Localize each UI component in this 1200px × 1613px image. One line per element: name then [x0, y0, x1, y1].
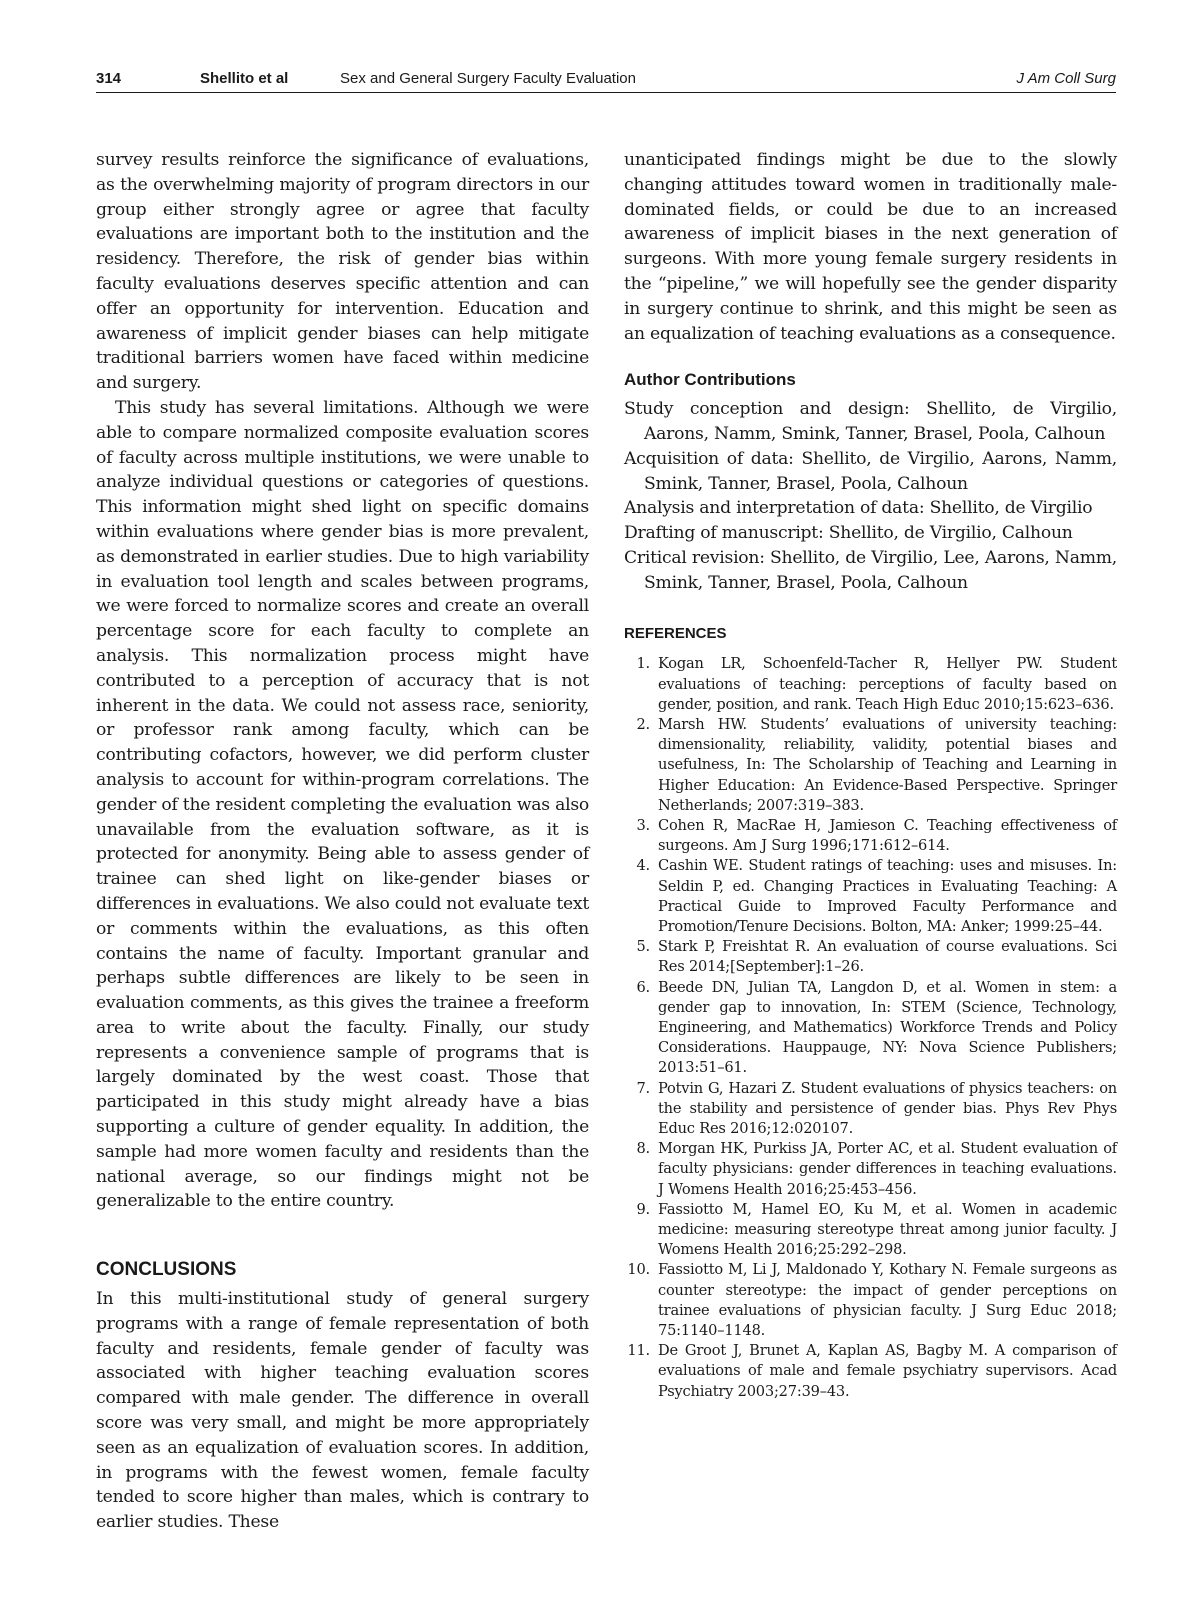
running-header [96, 66, 1116, 93]
reference-number: 5. [636, 938, 650, 956]
journal-name: J Am Coll Surg [1016, 70, 1116, 87]
discussion-paragraph: survey results reinforce the significance of evaluations, as the overwhelming majority of program directors in our group either strongly agree or agree that faculty evaluations are important both to the institution and the residency. Therefore, the risk of gender bias within faculty evaluations deserves specific attention and can offer an opportunity for intervention. Education and awareness of implicit gender biases can help mitigate traditional barriers women have faced within medicine and surgery. [96, 150, 589, 394]
reference-number: 11. [627, 1342, 650, 1360]
contribution-item: Acquisition of data: Shellito, de Virgilio, Aarons, Namm, Smink, Tanner, Brasel, Poola, Calhoun [624, 448, 1117, 494]
reference-item [624, 715, 1117, 816]
right-column [624, 148, 1117, 1402]
reference-item [624, 1079, 1117, 1140]
reference-number: 10. [627, 1261, 650, 1279]
reference-number: 2. [636, 715, 650, 733]
reference-text: Cashin WE. Student ratings of teaching: uses and misuses. In: Seldin P, ed. Changing Practices in Evaluating Teaching: A Practical Guide to Improved Faculty Performance and Promotion/Tenure Decisions. Bolton, MA: Anker; 1999:25–44. [658, 857, 1117, 935]
author-contributions-heading: Author Contributions [624, 370, 796, 390]
reference-item [624, 856, 1117, 937]
running-title: Sex and General Surgery Faculty Evaluation [340, 70, 636, 87]
reference-number: 8. [636, 1140, 650, 1158]
contribution-item: Critical revision: Shellito, de Virgilio, Lee, Aarons, Namm, Smink, Tanner, Brasel, Poola, Calhoun [624, 547, 1117, 593]
reference-item [624, 978, 1117, 1079]
contribution-item: Drafting of manuscript: Shellito, de Virgilio, Calhoun [624, 523, 1073, 544]
running-authors: Shellito et al [200, 70, 289, 87]
reference-number: 7. [636, 1079, 650, 1097]
conclusions-continuation: unanticipated findings might be due to the slowly changing attitudes toward women in traditionally male-dominated fields, or could be due to an increased awareness of implicit biases in the next generation of surgeons. With more young female surgery residents in the “pipeline,” we will hopefully see the gender disparity in surgery continue to shrink, and this might be seen as an equalization of teaching evaluations as a consequence. [624, 150, 1117, 344]
contribution-item: Analysis and interpretation of data: Shellito, de Virgilio [624, 498, 1093, 519]
reference-item [624, 816, 1117, 856]
limitations-paragraph: This study has several limitations. Although we were able to compare normalized composite evaluation scores of faculty across multiple institutions, we were unable to analyze individual questions or categories of questions. This information might shed light on specific domains within evaluations where gender bias is more prevalent, as demonstrated in earlier studies. Due to high variability in evaluation tool length and scales between programs, we were forced to normalize scores and create an overall percentage score for each faculty to complete an analysis. This normalization process might have contributed to a perception of accuracy that is not inherent in the data. We could not assess race, seniority, or professor rank among faculty, which can be contributing cofactors, however, we did perform cluster analysis to account for within-program correlations. The gender of the resident completing the evaluation was also unavailable from the evaluation software, as it is protected for anonymity. Being able to assess gender of trainee can shed light on like-gender biases or differences in evaluations. We also could not evaluate text or comments within the evaluations, as this often contains the name of faculty. Important granular and perhaps subtle differences are likely to be seen in evaluation comments, as this gives the trainee a freeform area to write about the faculty. Finally, our study represents a convenience sample of programs that is largely dominated by the west coast. Those that participated in this study might already have a bias supporting a culture of gender equality. In addition, the sample had more women faculty and residents than the national average, so our findings might not be generalizable to the entire country. [96, 397, 589, 1212]
conclusions-paragraph: In this multi-institutional study of general surgery programs with a range of female representation of both faculty and residents, female gender of faculty was associated with higher teaching evaluation scores compared with male gender. The difference in overall score was very small, and might be more appropriately seen as an equalization of evaluation scores. In addition, in programs with the fewest women, female faculty tended to score higher than males, which is contrary to earlier studies. These [96, 1289, 589, 1533]
conclusions-heading: CONCLUSIONS [96, 1259, 237, 1281]
reference-text: Fassiotto M, Hamel EO, Ku M, et al. Women in academic medicine: measuring stereotype threat among junior faculty. J Womens Health 2016;25:292–298. [658, 1200, 1117, 1259]
reference-item [624, 654, 1117, 715]
reference-number: 3. [636, 816, 650, 834]
reference-number: 6. [636, 978, 650, 996]
author-contributions-list [624, 397, 1117, 595]
reference-item [624, 1260, 1117, 1341]
reference-number: 4. [636, 857, 650, 875]
reference-text: Stark P, Freishtat R. An evaluation of course evaluations. Sci Res 2014;[September]:1–26. [658, 938, 1117, 976]
reference-number: 9. [636, 1200, 650, 1218]
reference-number: 1. [636, 655, 650, 673]
references-heading: REFERENCES [624, 624, 727, 642]
reference-item [624, 937, 1117, 977]
reference-text: Cohen R, MacRae H, Jamieson C. Teaching effectiveness of surgeons. Am J Surg 1996;171:612–614. [658, 816, 1117, 855]
reference-text: De Groot J, Brunet A, Kaplan AS, Bagby M. A comparison of evaluations of male and female psychiatry supervisors. Acad Psychiatry 2003;27:39–43. [658, 1342, 1117, 1400]
contribution-item: Study conception and design: Shellito, de Virgilio, Aarons, Namm, Smink, Tanner, Brasel, Poola, Calhoun [624, 399, 1117, 444]
reference-text: Beede DN, Julian TA, Langdon D, et al. Women in stem: a gender gap to innovation, In: STEM (Science, Technology, Engineering, and Mathematics) Workforce Trends and Policy Considerations. Hauppauge, NY: Nova Science Publishers; 2013:51–61. [658, 978, 1117, 1077]
left-column [96, 148, 589, 1535]
reference-item [624, 1341, 1117, 1402]
references-list [624, 654, 1117, 1402]
reference-text: Kogan LR, Schoenfeld-Tacher R, Hellyer PW. Student evaluations of teaching: perceptions of faculty based on gender, position, and rank. Teach High Educ 2010;15:623–636. [658, 655, 1117, 713]
reference-item [624, 1139, 1117, 1200]
page-number: 314 [96, 70, 122, 87]
reference-item [624, 1200, 1117, 1261]
reference-text: Marsh HW. Students’ evaluations of university teaching: dimensionality, reliability, validity, potential biases and usefulness, In: The Scholarship of Teaching and Learning in Higher Education: An Evidence-Based Perspective. Springer Netherlands; 2007:319–383. [658, 715, 1117, 814]
reference-text: Potvin G, Hazari Z. Student evaluations of physics teachers: on the stability and persistence of gender bias. Phys Rev Phys Educ Res 2016;12:020107. [658, 1079, 1117, 1138]
reference-text: Fassiotto M, Li J, Maldonado Y, Kothary N. Female surgeons as counter stereotype: the impact of gender perceptions on trainee evaluations of physician faculty. J Surg Educ 2018; 75:1140–1148. [658, 1261, 1117, 1340]
reference-text: Morgan HK, Purkiss JA, Porter AC, et al. Student evaluation of faculty physicians: gender differences in teaching evaluations. J Womens Health 2016;25:453–456. [658, 1140, 1117, 1198]
